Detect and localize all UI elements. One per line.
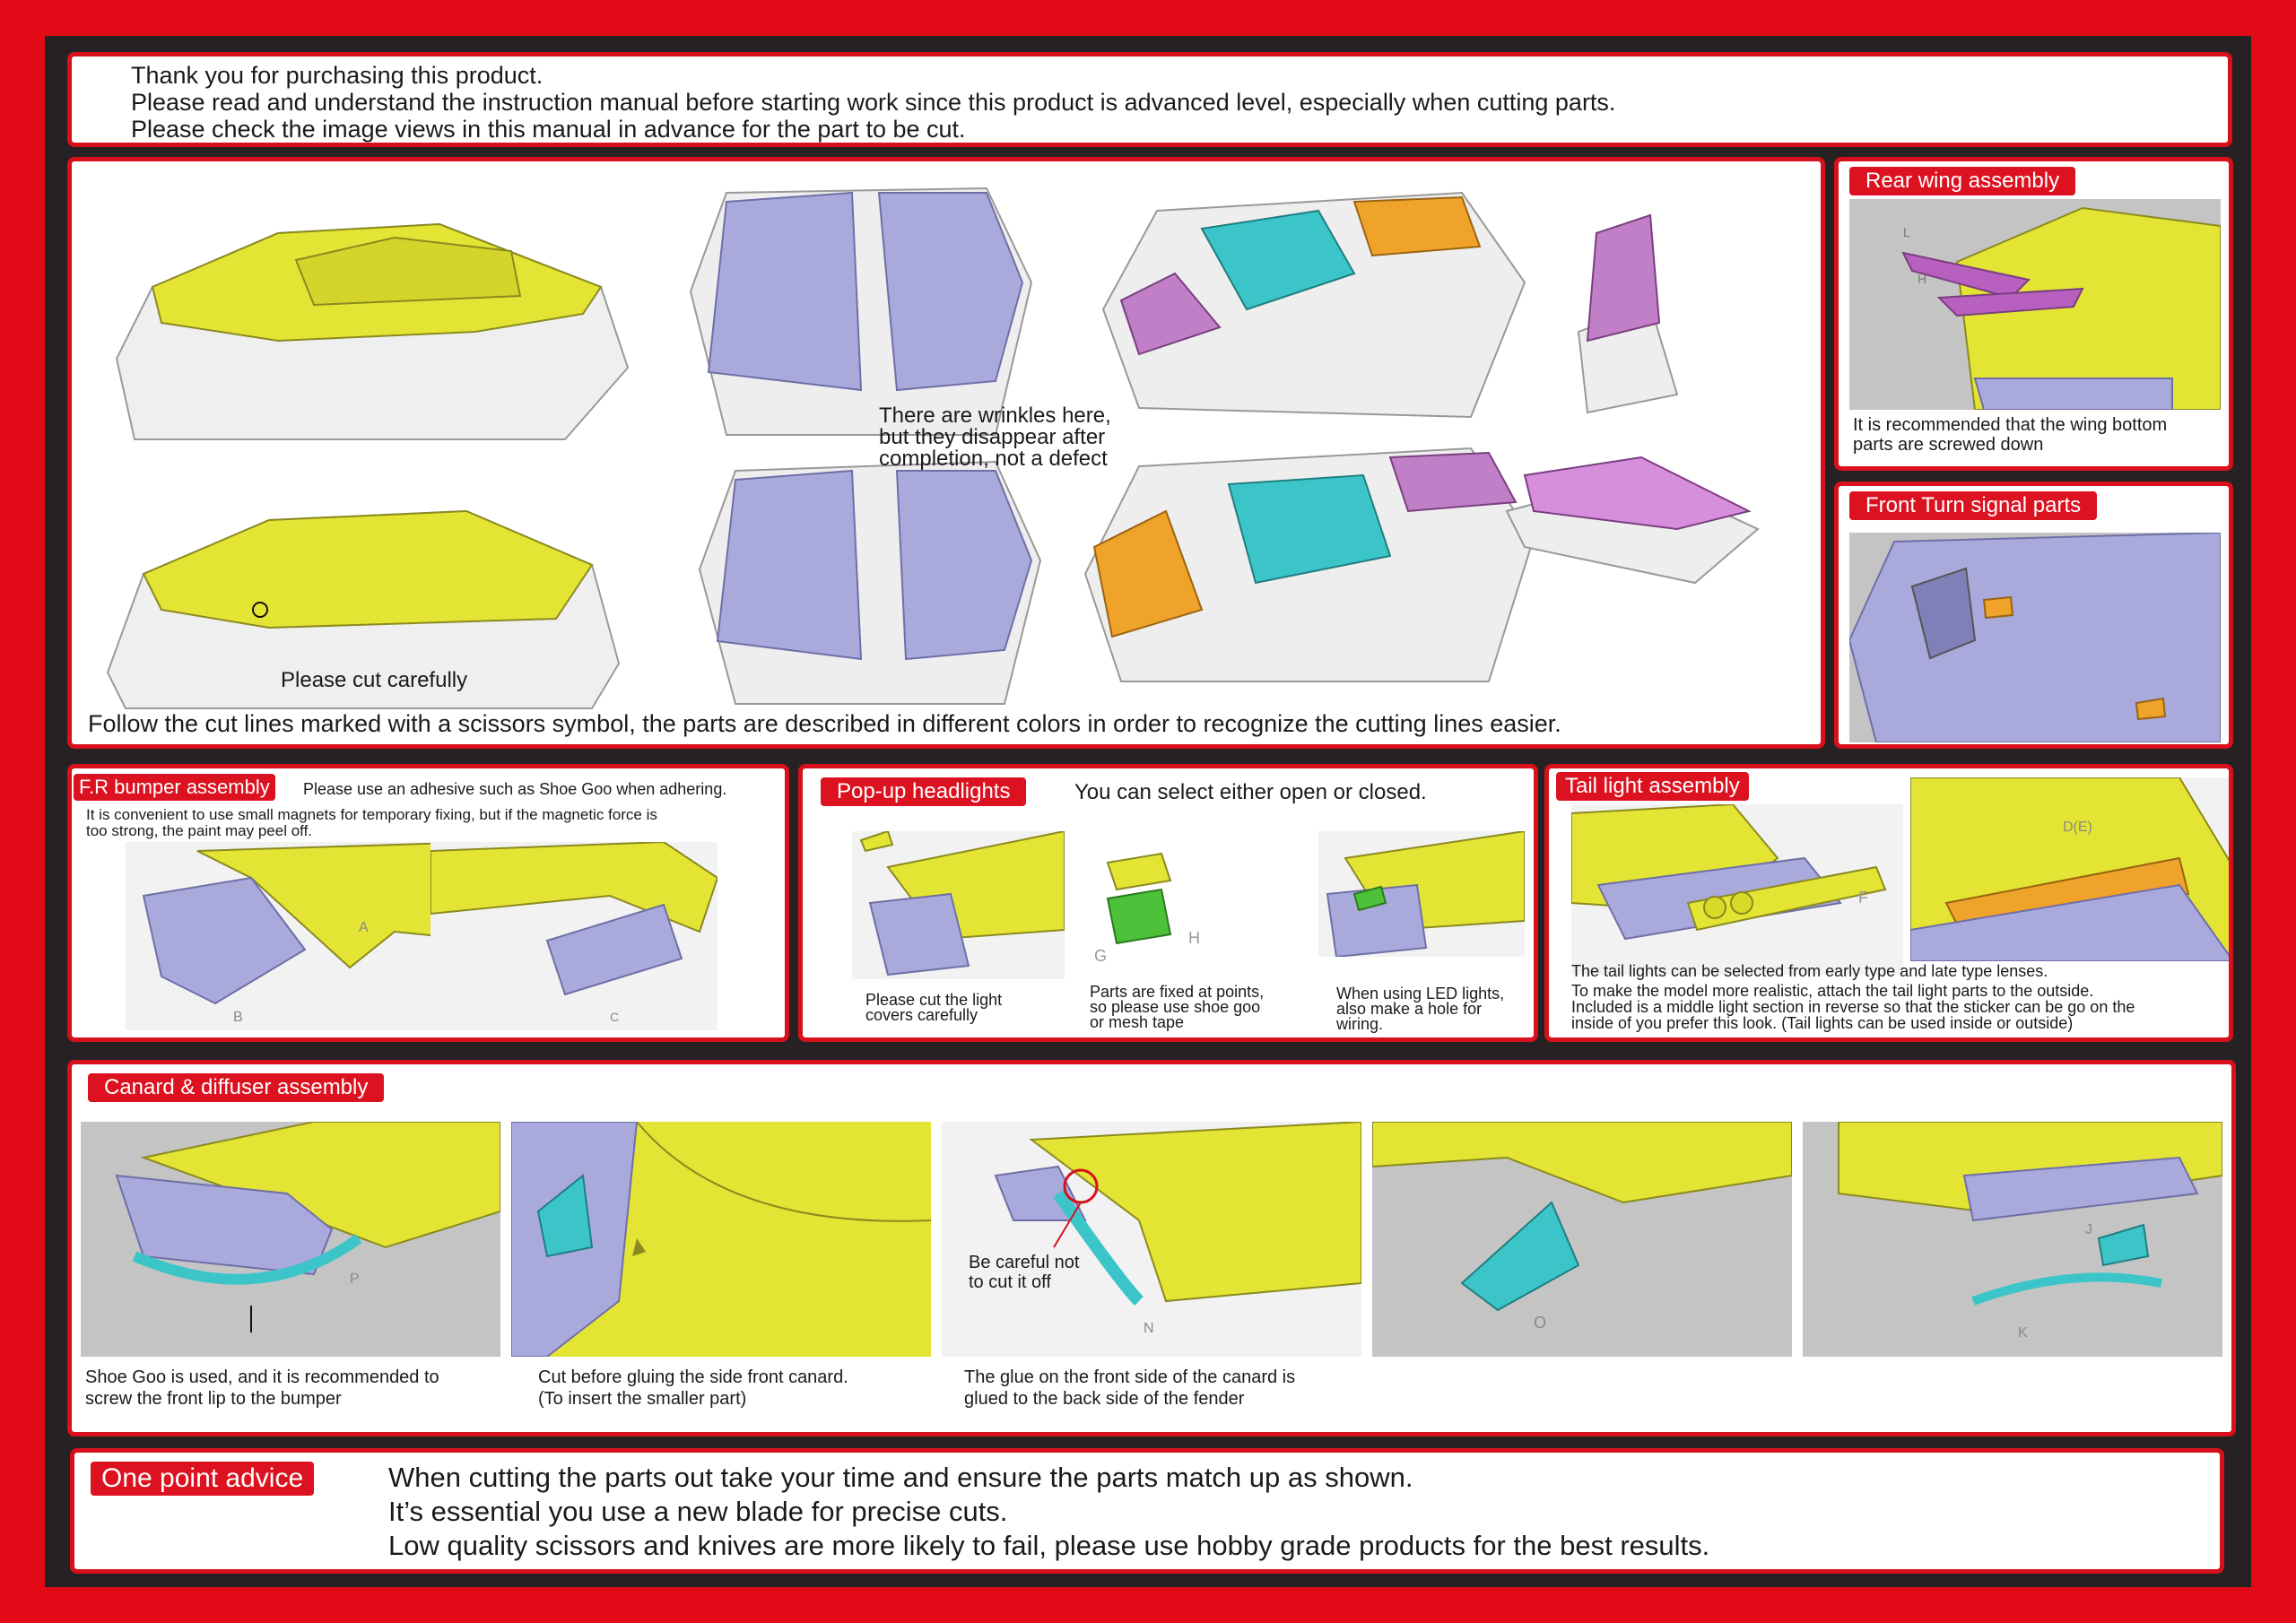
intro-line-3: Please check the image views in this manual in advance for the part to be cut. — [131, 116, 966, 143]
tail-label-f: F — [1858, 889, 1868, 907]
rear-wing-title: Rear wing assembly — [1849, 167, 2075, 195]
tail-note-2: To make the model more realistic, attach the tail light parts to the outside. — [1571, 982, 2094, 1000]
fr-bumper-label-b: B — [233, 1010, 243, 1025]
rear-wing-note-2: parts are screwed down — [1853, 435, 2044, 455]
rear-wing-image — [1849, 199, 2221, 410]
advice-line-1: When cutting the parts out take your time and ensure the parts match up as shown. — [388, 1462, 1413, 1493]
rear-wing-note-1: It is recommended that the wing bottom — [1853, 415, 2168, 435]
overview-panel — [67, 157, 1825, 749]
car-body-top-image — [99, 179, 637, 448]
fr-bumper-label-c: C — [610, 1010, 620, 1024]
advice-line-3: Low quality scissors and knives are more likely to fail, please use hobby grade products for the best results. — [388, 1530, 1710, 1561]
rear-wing-panel — [1834, 157, 2233, 471]
wing-stand-image — [1561, 197, 1686, 421]
wing-part-image — [1498, 439, 1767, 592]
rear-wing-label-h: H — [1918, 272, 1927, 286]
canard-warning-1: Be careful not — [969, 1253, 1080, 1272]
intro-line-2: Please read and understand the instruction manual before starting work since this product is advanced level, especially when cutting parts. — [131, 89, 1616, 116]
popup-caption-3-2: also make a hole for — [1336, 1000, 1483, 1018]
popup-caption-1-2: covers carefully — [865, 1006, 978, 1024]
canard-fender-image — [942, 1122, 1361, 1357]
tail-note-1: The tail lights can be selected from early type and late type lenses. — [1571, 962, 2048, 980]
popup-headline: You can select either open or closed. — [1074, 780, 1427, 804]
canard-caption-1-1: Shoe Goo is used, and it is recommended to — [85, 1367, 439, 1387]
tail-outside-image — [1910, 777, 2233, 961]
wrinkle-note-3: completion, not a defect — [879, 447, 1108, 471]
fr-bumper-note-1: It is convenient to use small magnets for temporary fixing, but if the magnetic force is — [86, 806, 657, 823]
popup-caption-1-1: Please cut the light — [865, 991, 1003, 1009]
canard-title: Canard & diffuser assembly — [88, 1073, 384, 1102]
fr-bumper-front-image — [126, 842, 483, 1030]
wrinkle-note-2: but they disappear after — [879, 425, 1106, 449]
popup-cut-image — [852, 831, 1065, 979]
popup-caption-3-3: wiring. — [1336, 1015, 1384, 1033]
front-turn-panel — [1834, 482, 2233, 749]
cut-note: Please cut carefully — [281, 668, 468, 692]
popup-label-h: H — [1188, 929, 1200, 947]
canard-label-n: N — [1144, 1321, 1154, 1336]
advice-line-2: It’s essential you use a new blade for precise cuts. — [388, 1496, 1008, 1527]
canard-label-k: K — [2018, 1325, 2028, 1341]
tail-note-4: inside of you prefer this look. (Tail lights can be used inside or outside) — [1571, 1014, 2074, 1032]
advice-title: One point advice — [91, 1462, 314, 1496]
advice-panel — [70, 1448, 2224, 1574]
interior-parts-top-image — [1085, 175, 1534, 435]
popup-caption-2-1: Parts are fixed at points, — [1090, 983, 1265, 1001]
canard-panel — [67, 1060, 2236, 1436]
tail-title: Tail light assembly — [1556, 772, 1749, 801]
canard-inside-image — [1372, 1122, 1792, 1357]
canard-caption-1-2: screw the front lip to the bumper — [85, 1389, 342, 1409]
tail-type-image — [1571, 804, 1903, 975]
popup-parts-image — [1090, 845, 1215, 961]
canard-caption-2-1: Cut before gluing the side front canard. — [538, 1367, 848, 1387]
overview-footer: Follow the cut lines marked with a scissors symbol, the parts are described in different colors in order to recognize the cutting lines easier. — [88, 710, 1561, 737]
canard-side-image — [511, 1122, 931, 1357]
canard-label-p: P — [350, 1271, 360, 1287]
tail-panel — [1544, 764, 2233, 1042]
tail-label-de: D(E) — [2063, 820, 2092, 835]
canard-label-j: J — [2085, 1222, 2092, 1237]
popup-led-image — [1318, 831, 1525, 957]
canard-caption-3-1: The glue on the front side of the canard is — [964, 1367, 1296, 1387]
fr-bumper-headline: Please use an adhesive such as Shoe Goo when adhering. — [303, 780, 727, 798]
canard-label-o: O — [1534, 1314, 1547, 1332]
popup-caption-3-1: When using LED lights, — [1336, 985, 1505, 1002]
fr-bumper-rear-image — [430, 842, 718, 1030]
intro-panel — [67, 52, 2232, 147]
canard-diffuser-image — [1803, 1122, 2222, 1357]
rear-wing-label-l: L — [1903, 225, 1910, 239]
fr-bumper-panel — [67, 764, 789, 1042]
inner-body-bottom-image — [682, 444, 1058, 713]
front-turn-title: Front Turn signal parts — [1849, 491, 2097, 520]
canard-warning-2: to cut it off — [969, 1272, 1051, 1292]
wrinkle-note-1: There are wrinkles here, — [879, 404, 1111, 428]
popup-title: Pop-up headlights — [821, 777, 1026, 806]
canard-lip-image — [81, 1122, 500, 1357]
fr-bumper-note-2: too strong, the paint may peel off. — [86, 822, 313, 839]
popup-caption-2-2: so please use shoe goo — [1090, 998, 1261, 1016]
popup-caption-2-3: or mesh tape — [1090, 1013, 1185, 1031]
front-turn-image — [1849, 533, 2221, 742]
fr-bumper-label-a: A — [359, 920, 369, 935]
intro-line-1: Thank you for purchasing this product. — [131, 62, 544, 89]
popup-panel — [798, 764, 1538, 1042]
fr-bumper-title: F.R bumper assembly — [74, 774, 275, 801]
interior-parts-bottom-image — [1067, 430, 1552, 699]
tail-note-3: Included is a middle light section in reverse so that the sticker can be go on the — [1571, 998, 2135, 1016]
canard-caption-2-2: (To insert the smaller part) — [538, 1389, 747, 1409]
popup-label-g: G — [1094, 947, 1108, 961]
canard-caption-3-2: glued to the back side of the fender — [964, 1389, 1245, 1409]
